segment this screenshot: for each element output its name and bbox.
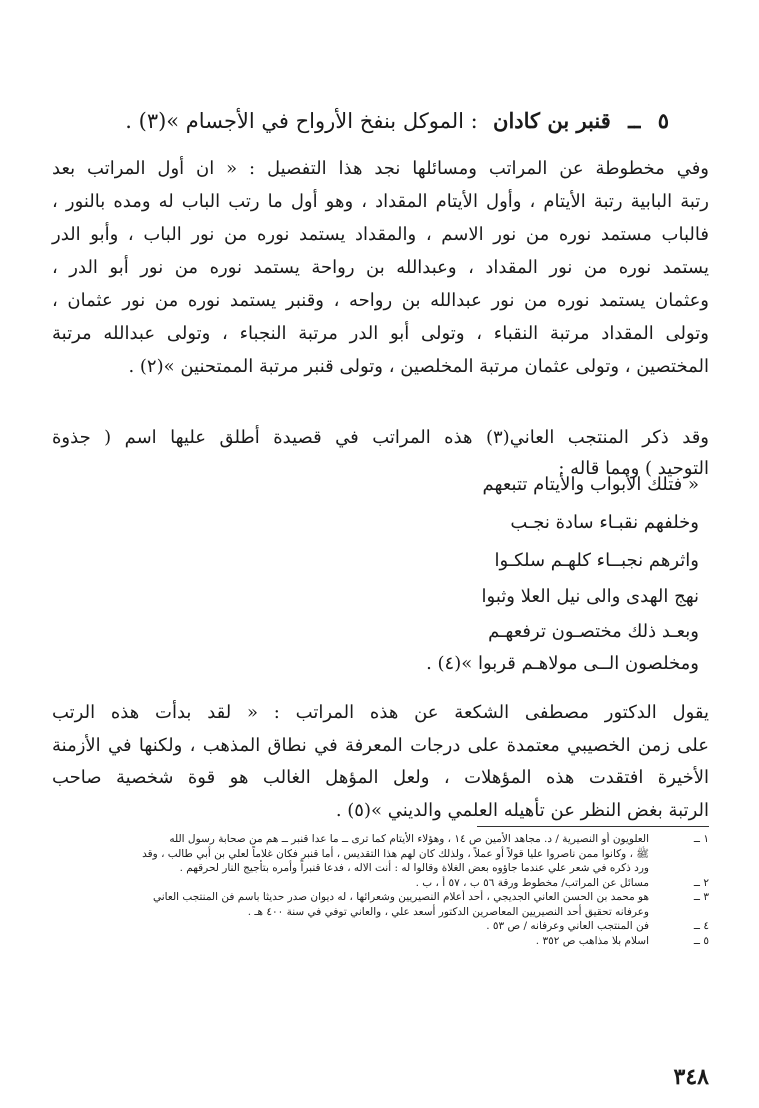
poem-verse: وخلفهم نقبـاء سادة نجـب <box>510 512 699 533</box>
paragraph-line: وتولى المقداد مرتبة النقباء ، وتولى أبو الدر مرتبة النجباء ، وتولى عبدالله مرتبة <box>52 323 709 344</box>
footnote-divider <box>477 826 709 827</box>
poem-verse: ومخلصون الــى مولاهـم قربوا »(٤) . <box>426 653 699 674</box>
footnote-line: هو محمد بن الحسن العاني الجديجي ، أحد أعلام النصيريين وشعرائها ، له ديوان صدر حديثا باسم فن المنتجب العاني <box>153 891 649 903</box>
footnote-line: وعرفانه تحقيق أحد النصيريين المعاصرين الدكتور أسعد علي ، والعاني توفي في سنة ٤٠٠ هـ . <box>247 905 649 918</box>
paragraph-line: يستمد نوره من نور المقداد ، وعبدالله بن رواحة يستمد نوره من نور أبو الدر ، <box>52 257 709 278</box>
footnote-number: ١ ــ <box>693 833 709 845</box>
footnote-number: ٤ ــ <box>693 920 709 932</box>
page-number: ٣٤٨ <box>673 1064 709 1090</box>
footnote <box>48 919 709 934</box>
heading-description: : الموكل بنفخ الأرواح في الأجسام »(٣) . <box>125 109 478 133</box>
footnote-line: ورد ذكره في شعر علي عندما جاؤوه بعض الغلاة وقالوا له : أنت الاله ، فدعا قنبراً وأمره بتأجيج النار لحرقهم . <box>179 862 649 874</box>
paragraph-line: يقول الدكتور مصطفى الشكعة عن هذه المراتب : « لقد بدأت هذه الرتب <box>52 702 709 723</box>
heading-number: ٥ <box>657 108 669 133</box>
paragraph-line: وفي مخطوطة عن المراتب ومسائلها نجد هذا التفصيل : « ان أول المراتب بعد <box>52 158 709 179</box>
poem-verse: نهج الهدى والى نيل العلا وثبوا <box>481 586 699 607</box>
paragraph-line: التوحيد ) ومما قاله : <box>558 458 709 479</box>
paragraph-line: على زمن الخصيبي معتمدة على درجات المعرفة في نطاق المذهب ، ولكنها في الأزمنة <box>52 734 709 756</box>
paragraph-line: الرتبة بغض النظر عن تأهيله العلمي والديني »(٥) . <box>335 799 709 821</box>
footnote <box>48 934 709 949</box>
footnote-line: مسائل عن المراتب/ مخطوط ورقة ٥٦ ب ، ٥٧ أ ، ب . <box>415 876 649 889</box>
paragraph-line: الأخيرة افتقدت هذه المؤهلات ، ولعل المؤهل الغالب هو قوة شخصية صاحب <box>52 767 709 788</box>
heading-name: قنبر بن كادان <box>493 108 611 133</box>
footnote-line: ﷺ ، وكانوا ممن ناصروا عليا قولاً أو عملاً ، ولذلك كان لهم هذا التقديس ، أما قنبر فكان غلاماً لعلي بن أبي طالب ، وقد <box>142 847 649 860</box>
footnote-line: اسلام بلا مذاهب ص ٣٥٢ . <box>535 934 649 947</box>
heading-dash: ــ <box>628 108 641 133</box>
footnote <box>48 832 709 876</box>
section-heading <box>90 108 669 134</box>
footnote-number: ٥ ــ <box>693 934 709 947</box>
footnote <box>48 876 709 891</box>
poem-verse: واثرهم نجبــاء كلهـم سلكـوا <box>494 550 699 571</box>
footnote <box>48 890 709 919</box>
poem-verse: « فتلك الأبواب والأيتام تتبعهم <box>482 474 699 495</box>
paragraph-manuscript <box>52 152 709 383</box>
footnote-number: ٢ ــ <box>693 876 709 889</box>
paragraph-line: رتبة البابية رتبة الأيتام ، وأول الأيتام المقداد ، وهو أول ما رتب الباب له ومده بالنور ، <box>52 191 709 212</box>
paragraph-quote <box>52 697 709 827</box>
paragraph-line: وقد ذكر المنتجب العاني(٣) هذه المراتب في قصيدة أطلق عليها اسم ( جذوة <box>52 427 709 448</box>
paragraph-line: فالباب مستمد نوره من نور الاسم ، والمقداد يستمد نوره من نور الباب ، وأبو الدر <box>52 224 709 245</box>
paragraph-line: وعثمان يستمد نوره من نور عبدالله بن رواحه ، وقنبر يستمد نوره من نور عثمان ، <box>52 290 709 311</box>
paragraph-line: المختصين ، وتولى عثمان مرتبة المخلصين ، وتولى قنبر مرتبة الممتحنين »(٢) . <box>128 356 709 377</box>
footnote-line: العلويون أو النصيرية / د. مجاهد الأمين ص ١٤ ، وهؤلاء الأيتام كما ترى ــ ما عدا قنبر ــ هم من صحابة رسول الله <box>169 833 649 845</box>
footnote-number: ٣ ــ <box>693 891 709 903</box>
footnote-line: فن المنتجب العاني وعرفانه / ص ٥٣ . <box>486 920 649 932</box>
footnotes <box>48 832 709 948</box>
poem-verse: وبعـد ذلك مختصـون ترفعهـم <box>488 621 699 642</box>
